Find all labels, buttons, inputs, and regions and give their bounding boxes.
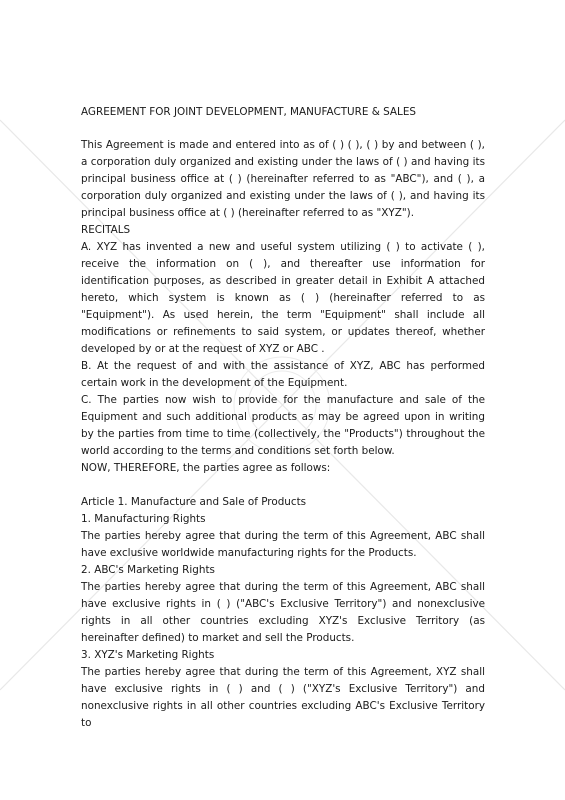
spacer (81, 477, 485, 494)
now-therefore: NOW, THEREFORE, the parties agree as follows: (81, 462, 331, 474)
section3-heading: 3. XYZ's Marketing Rights (81, 649, 215, 661)
intro-paragraph: This Agreement is made and entered into as of ( ) ( ), ( ) by and between ( ), a corporation duly organized and existing under the laws of ( ) and having its principal business office at ( ) (hereinafter referred to as "ABC"), and ( ), a corporation duly organized and existing under the laws of ( ), and having its principal business office at ( ) (hereinafter referred to as "XYZ"). (81, 139, 485, 219)
recital-b: B. At the request of and with the assistance of XYZ, ABC has performed certain work in the development of the Equipment. (81, 360, 485, 389)
recital-a: A. XYZ has invented a new and useful system utilizing ( ) to activate ( ), receive the information on ( ), and thereafter use information for identification purposes, as described in greater detail in Exhibit A attached hereto, which system is known as ( ) (hereinafter referred to as "Equipment"). As used herein, the term "Equipment" shall include all modifications or refinements to said system, or updates thereof, whether developed by or at the request of XYZ or ABC . (81, 241, 485, 355)
section2-text: The parties hereby agree that during the term of this Agreement, ABC shall have exclusive rights in ( ) ("ABC's Exclusive Territory") and nonexclusive rights in all other countries excluding XYZ's Exclusive Territory (as hereinafter defined) to market and sell the Products. (81, 581, 485, 644)
recital-c: C. The parties now wish to provide for the manufacture and sale of the Equipment and such additional products as may be agreed upon in writing by the parties from time to time (collectively, the "Products") throughout the world according to the terms and conditions set forth below. (81, 394, 485, 457)
article1-heading: Article 1. Manufacture and Sale of Products (81, 496, 307, 508)
section1-heading: 1. Manufacturing Rights (81, 513, 206, 525)
section2-heading: 2. ABC's Marketing Rights (81, 564, 215, 576)
document-title: AGREEMENT FOR JOINT DEVELOPMENT, MANUFACTURE & SALES (81, 106, 416, 118)
recitals-heading: RECITALS (81, 224, 131, 236)
document-body (81, 104, 485, 732)
section3-text: The parties hereby agree that during the term of this Agreement, XYZ shall have exclusive rights in ( ) and ( ) ("XYZ's Exclusive Territory") and nonexclusive rights in all other countries excluding ABC's Exclusive Territory to (81, 666, 485, 729)
section1-text: The parties hereby agree that during the term of this Agreement, ABC shall have exclusive worldwide manufacturing rights for the Products. (81, 530, 485, 559)
